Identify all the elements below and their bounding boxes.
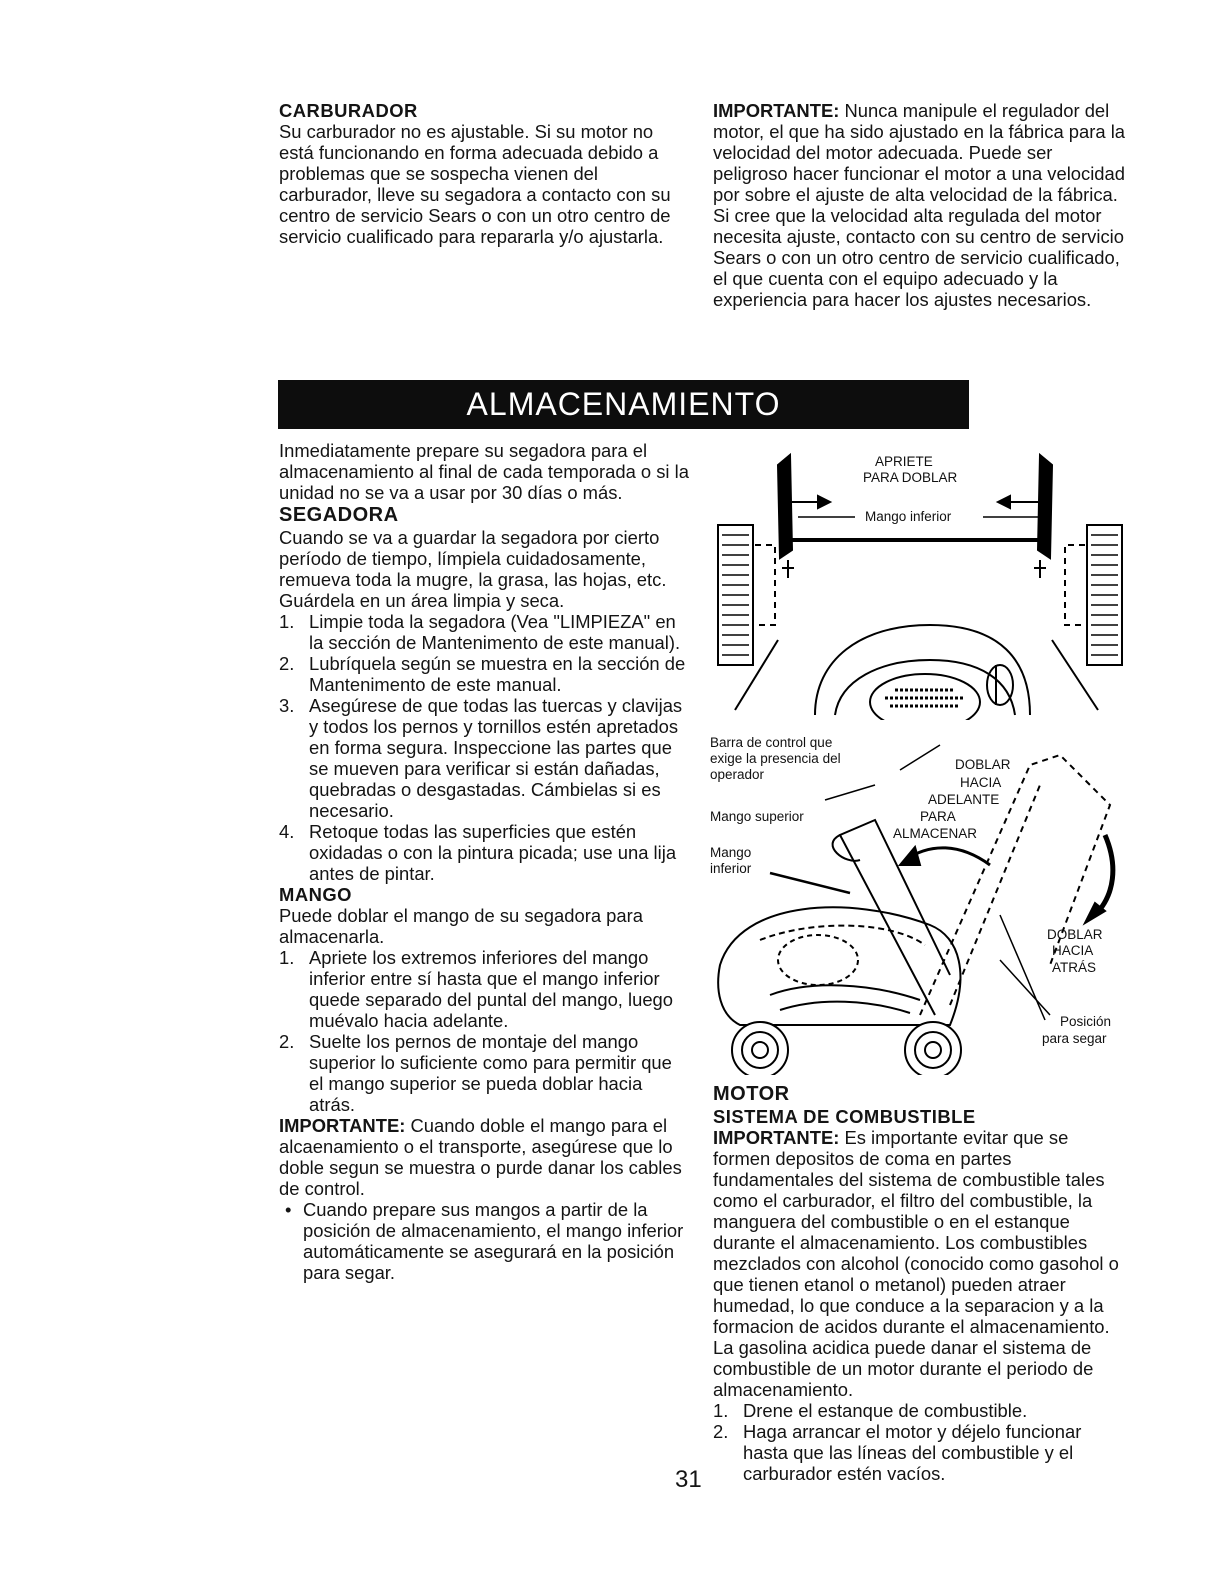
mango-inferior-label-1: Mango: [710, 845, 752, 860]
list-item: 3. Asegúrese de que todas las tuercas y clavijas y todos los pernos y tornillos estén apretados en forma segura. Inspeccione las partes que se mueven para verificar si están dañadas, quebradas o desgastadas. Cámbielas si es necesario.: [279, 695, 683, 821]
list-item: 2. Haga arrancar el motor y déjelo funcionar hasta que las líneas del combustible y el carburador estén vacíos.: [713, 1421, 1082, 1484]
handle-fold-diagram: [700, 725, 1130, 1075]
segadora-list: [279, 611, 691, 884]
barra-label-2: exige la presencia del: [710, 751, 841, 766]
posicion-label-2: para segar: [1042, 1031, 1107, 1046]
carburador-section: [279, 100, 689, 247]
carburador-heading: CARBURADOR: [279, 100, 418, 121]
combustible-subheading: SISTEMA DE COMBUSTIBLE: [713, 1106, 976, 1127]
mango-importante: IMPORTANTE: Cuando doble el mango para el alcaenamiento o el transporte, asegúrese que lo doble segun se muestra o purde danar los cables de control.: [279, 1115, 682, 1199]
mango-heading: MANGO: [279, 884, 352, 905]
mango-superior-label: Mango superior: [710, 809, 804, 824]
barra-label-1: Barra de control que: [710, 735, 833, 750]
doblar-atras-label-2: HACIA: [1052, 943, 1094, 958]
doblar-adelante-label-4: PARA: [920, 809, 956, 824]
motor-importante: IMPORTANTE: Es importante evitar que se formen depositos de coma en partes fundamentales del sistema de combustible tales como el carburador, el filtro del combustible, la manguera del combustible o en el estanque durante el almacenamiento. Los combustibles mezclados con alcohol (conocido como gasohol o que tienen etanol o metanol) pueden atraer humedad, lo que conduce a la separacion y a la formacion de acidos durante el almacenamiento. La gasolina acidica puede danar el sistema de combustible de un motor durante el periodo de almacenamiento.: [713, 1127, 1119, 1400]
motor-section: [713, 1082, 1125, 1484]
list-item: • Cuando prepare sus mangos a partir de la posición de almacenamiento, el mango inferior automáticamente se asegurará en la posición para segar.: [285, 1199, 684, 1283]
segadora-heading: SEGADORA: [279, 504, 399, 526]
motor-heading: MOTOR: [713, 1083, 790, 1105]
importante-label: IMPORTANTE:: [713, 100, 840, 121]
list-item: 1. Drene el estanque de combustible.: [713, 1400, 1028, 1421]
barra-label-3: operador: [710, 767, 765, 782]
posicion-label-1: Posición: [1060, 1014, 1112, 1029]
section-banner: ALMACENAMIENTO: [278, 380, 969, 429]
motor-list: [713, 1400, 1125, 1484]
para-doblar-label: PARA DOBLAR: [863, 470, 958, 485]
importante-top-section: [713, 100, 1125, 310]
list-item: 1. Limpie toda la segadora (Vea "LIMPIEZA" en la sección de Mantenimento de este manual).: [279, 611, 681, 653]
list-item: 2. Lubríquela según se muestra en la sección de Mantenimento de este manual.: [279, 653, 686, 695]
mango-inferior-top-label: Mango inferior: [865, 509, 952, 524]
mango-bullet-list: [279, 1199, 691, 1283]
mango-list: [279, 947, 691, 1115]
mango-inferior-label-2: inferior: [710, 861, 752, 876]
carburador-text: Su carburador no es ajustable. Si su motor no está funcionando en forma adecuada debido a problemas que se sospecha vienen del carburador, lleve su segadora a contacto con su centro de servicio Sears o con un otro centro de servicio cualificado para repararla y/o ajustarla.: [279, 121, 671, 247]
doblar-atras-label-3: ATRÁS: [1052, 960, 1097, 975]
doblar-adelante-label-5: ALMACENAR: [893, 826, 978, 841]
doblar-adelante-label-1: DOBLAR: [955, 757, 1011, 772]
doblar-adelante-label-3: ADELANTE: [928, 792, 1000, 807]
importante-top-paragraph: [713, 100, 1125, 310]
doblar-atras-label-1: DOBLAR: [1047, 927, 1103, 942]
importante-top-text: Nunca manipule el regulador del motor, el que ha sido ajustado en la fábrica para la velocidad del motor adecuada. Puede ser peligroso hacer funcionar el motor a una velocidad por sobre el ajuste de alta velocidad de la fábrica. Si cree que la velocidad alta regulada del motor necesita ajuste, contacto con su centro de servicio Sears o con un otro centro de servicio cualificado, el que cuenta con el equipo adecuado y la experiencia para hacer los ajustes necesarios.: [713, 100, 1126, 310]
segadora-text: Cuando se va a guardar la segadora por cierto período de tiempo, límpiela cuidadosamente, remueva toda la mugre, la grasa, las hojas, etc. Guárdela en un área limpia y seca.: [279, 527, 667, 611]
handle-squeeze-diagram: [700, 440, 1130, 720]
list-item: 2. Suelte los pernos de montaje del mango superior lo suficiente como para permitir que el mango superior se pueda doblar hacia atrás.: [279, 1031, 672, 1115]
mango-text: Puede doblar el mango de su segadora para almacenarla.: [279, 905, 643, 947]
list-item: 4. Retoque todas las superficies que estén oxidadas o con la pintura picada; use una lija antes de pintar.: [279, 821, 677, 884]
apriete-label: APRIETE: [875, 454, 933, 469]
list-item: 1. Apriete los extremos inferiores del mango inferior entre sí hasta que el mango inferior quede separado del puntal del mango, luego muévalo hacia adelante.: [279, 947, 674, 1031]
doblar-adelante-label-2: HACIA: [960, 775, 1002, 790]
left-column: [279, 440, 691, 1283]
page-number: 31: [675, 1466, 702, 1493]
intro-text: Inmediatamente prepare su segadora para el almacenamiento al final de cada temporada o si la unidad no se va a usar por 30 días o más.: [279, 440, 689, 503]
